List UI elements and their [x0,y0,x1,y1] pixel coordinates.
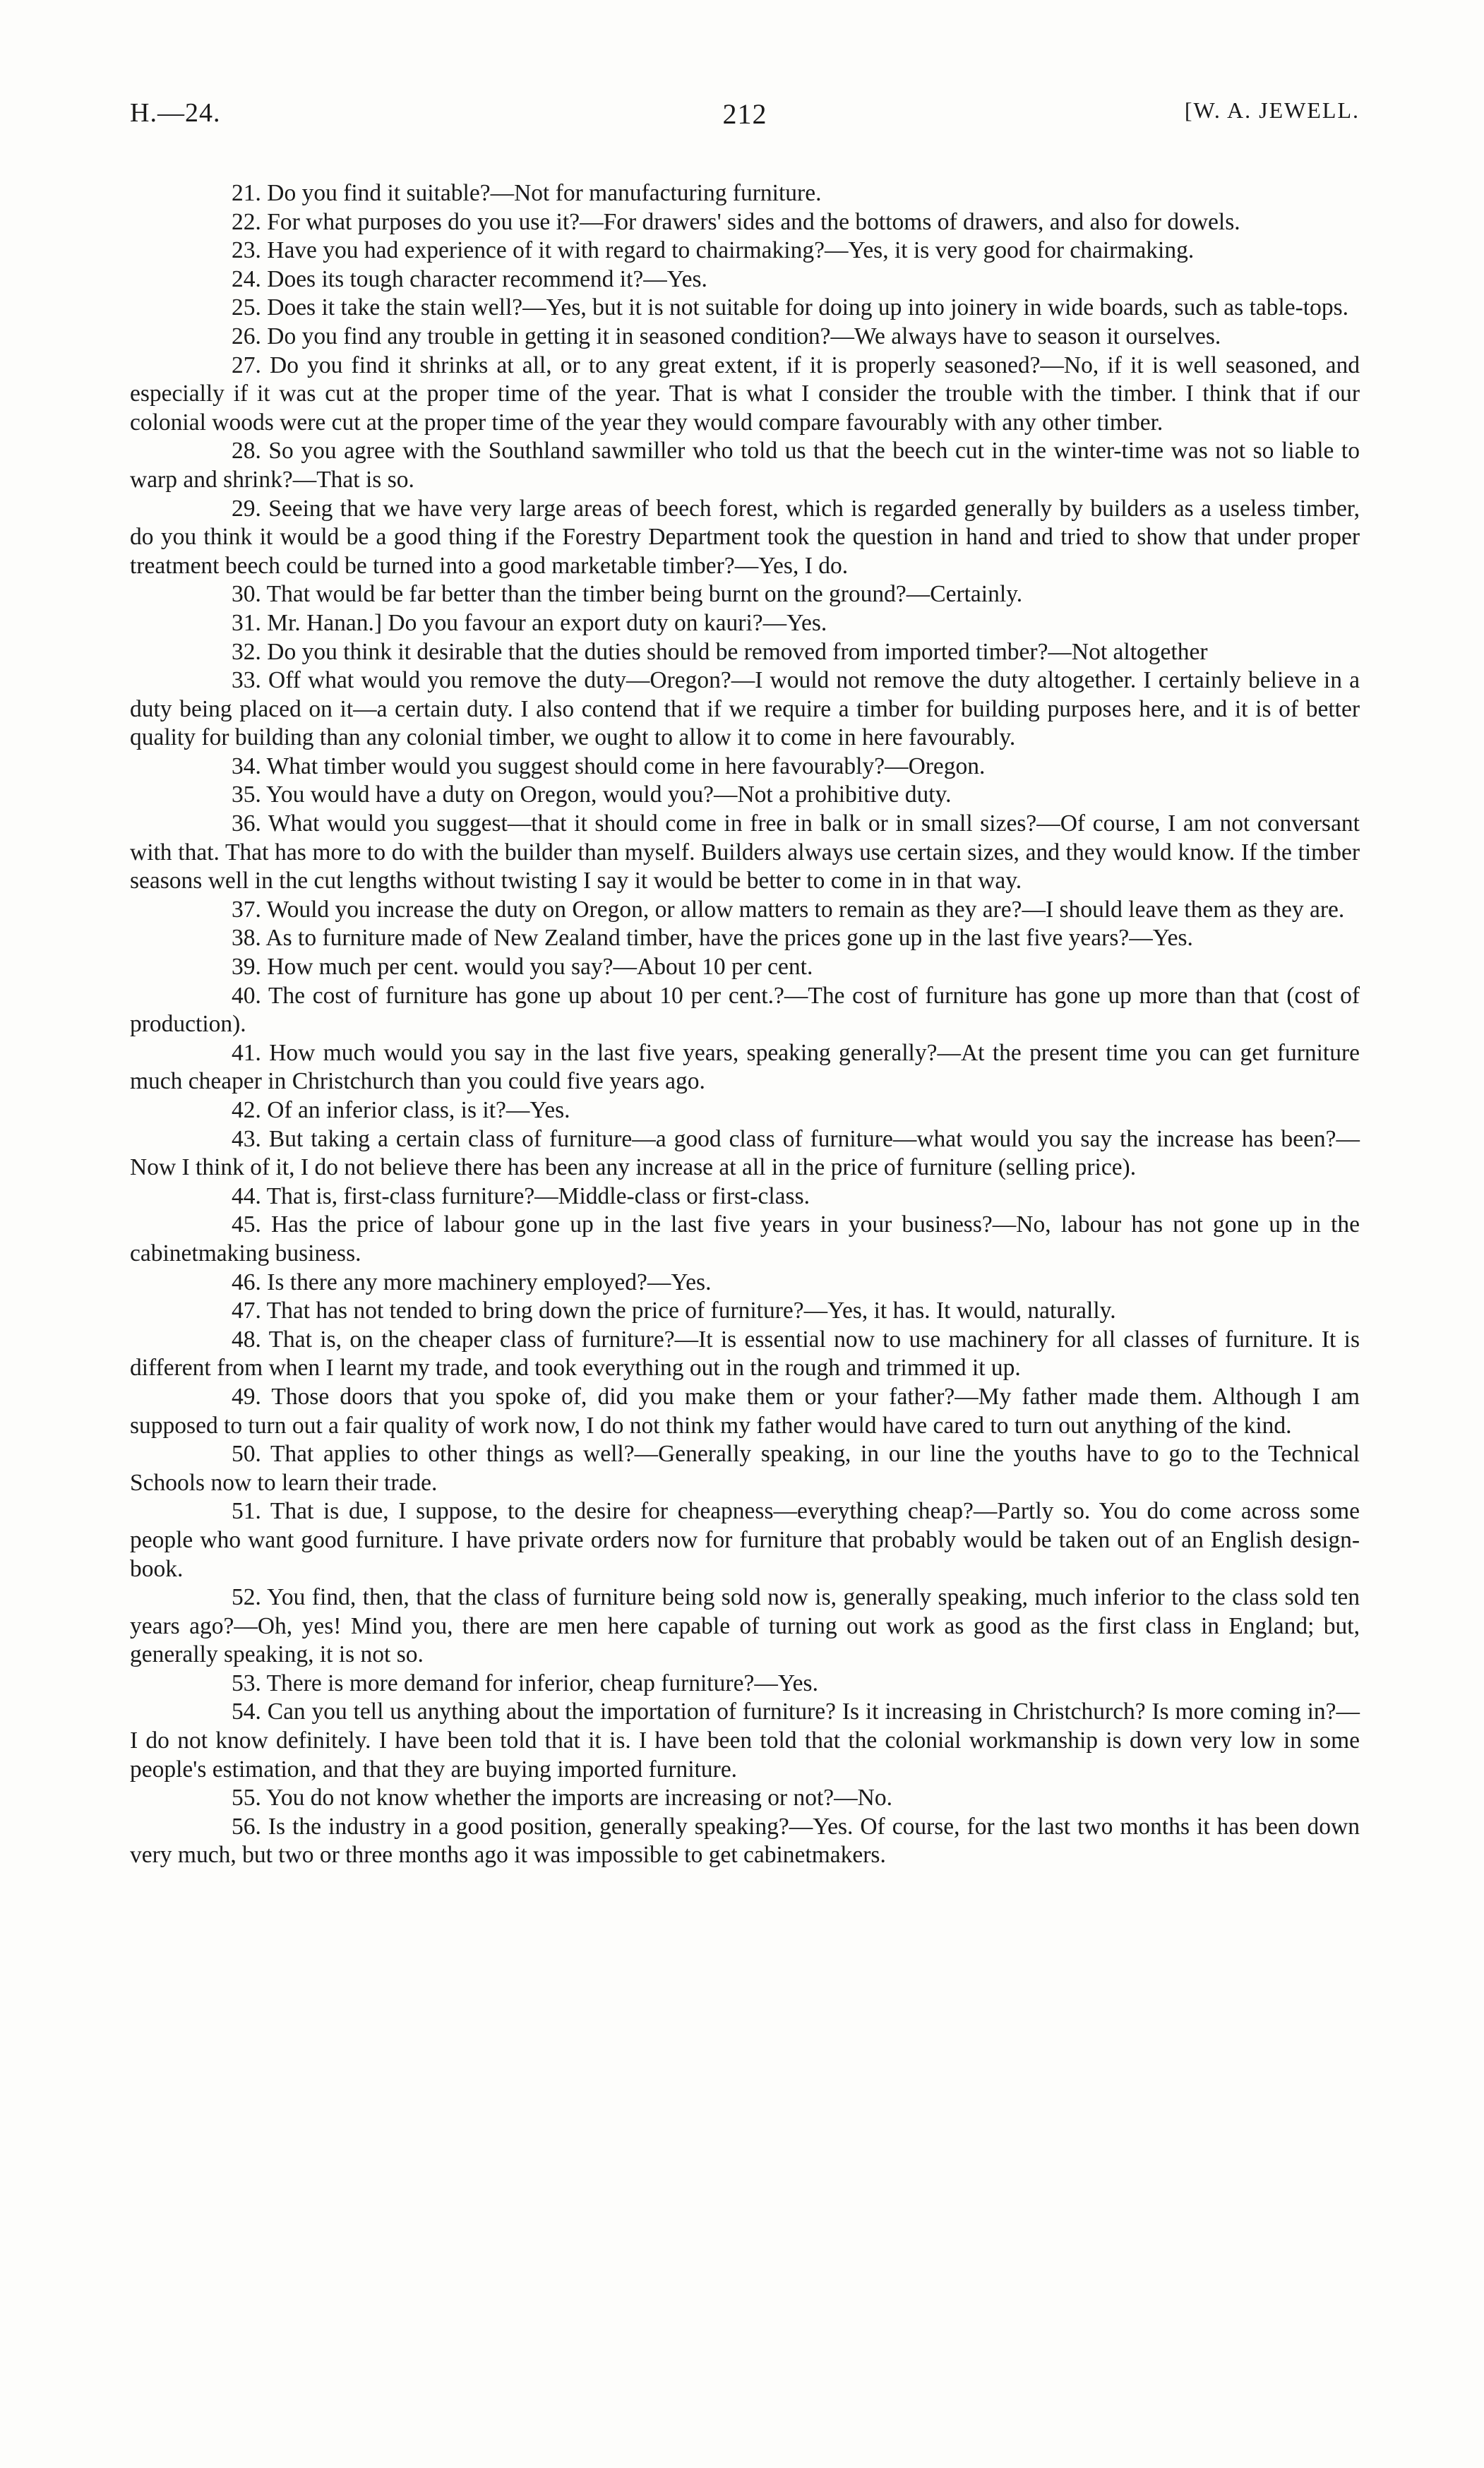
paragraph-35: 35. You would have a duty on Oregon, would you?—Not a prohibitive duty. [232,781,952,808]
paragraph-33: 33. Off what would you remove the duty—Oregon?—I would not remove the duty altogether. I certainly believe in a duty being placed on it—a certain duty. I also contend that if we require a timber for building purposes here, and it is of better quality for building than any colonial timber, we ought to allow it to come in here favourably. [130,667,1360,751]
paragraph-49: 49. Those doors that you spoke of, did you make them or your father?—My father made them. Although I am supposed to turn out a fair quality of work now, I do not think my father would have cared to turn out anything of the kind. [130,1383,1360,1439]
paragraph-48: 48. That is, on the cheaper class of furniture?—It is essential now to use machinery for all classes of furniture. It is different from when I learnt my trade, and took everything out in the rough and trimmed it up. [130,1326,1360,1382]
witness-name: [W. A. JEWELL. [1184,97,1360,123]
paragraph-56: 56. Is the industry in a good position, generally speaking?—Yes. Of course, for the last two months it has been down very much, but two or three months ago it was impossible to get cabinetmakers. [130,1813,1360,1869]
document-reference: H.—24. [130,98,221,128]
paragraph-40: 40. The cost of furniture has gone up about 10 per cent.?—The cost of furniture has gone up more than that (cost of production). [130,982,1360,1038]
paragraph-54: 54. Can you tell us anything about the importation of furniture? Is it increasing in Christchurch? Is more coming in?—I do not know definitely. I have been told that it is. I have been told that the colonial workmanship is down very low in some people's estimation, and that they are buying imported furniture. [130,1699,1360,1783]
paragraph-24: 24. Does its tough character recommend it?—Yes. [232,265,707,292]
paragraph-52: 52. You find, then, that the class of furniture being sold now is, generally speaking, much inferior to the class sold ten years ago?—Oh, yes! Mind you, there are men here capable of turning out work as good as the first class in England; but, generally speaking, it is not so. [130,1584,1360,1668]
paragraph-31: 31. Mr. Hanan.] Do you favour an export duty on kauri?—Yes. [232,609,827,636]
page-header [130,97,1360,140]
paragraph-38: 38. As to furniture made of New Zealand timber, have the prices gone up in the last five years?—Yes. [232,925,1193,952]
paragraph-55: 55. You do not know whether the imports are increasing or not?—No. [232,1785,892,1811]
paragraph-45: 45. Has the price of labour gone up in the last five years in your business?—No, labour has not gone up in the cabinetmaking business. [130,1211,1360,1266]
paragraph-50: 50. That applies to other things as well?—Generally speaking, in our line the youths have to go to the Technical Schools now to learn their trade. [130,1441,1360,1496]
paragraph-23: 23. Have you had experience of it with regard to chairmaking?—Yes, it is very good for chairmaking. [232,237,1195,264]
paragraph-41: 41. How much would you say in the last five years, speaking generally?—At the present time you can get furniture much cheaper in Christchurch than you could five years ago. [130,1039,1360,1095]
paragraph-26: 26. Do you find any trouble in getting it in seasoned condition?—We always have to season it ourselves. [232,323,1221,349]
paragraph-51: 51. That is due, I suppose, to the desire for cheapness—everything cheap?—Partly so. You do come across some people who want good furniture. I have private orders now for furniture that probably would be taken out of an English design-book. [130,1498,1360,1582]
paragraph-34: 34. What timber would you suggest should come in here favourably?—Oregon. [232,753,986,779]
paragraph-46: 46. Is there any more machinery employed?—Yes. [232,1269,712,1295]
paragraph-32: 32. Do you think it desirable that the duties should be removed from imported timber?—Not altogether [232,638,1208,665]
paragraph-25: 25. Does it take the stain well?—Yes, but it is not suitable for doing up into joinery in wide boards, such as table-tops. [232,294,1349,321]
body-text [130,179,1360,1870]
paragraph-53: 53. There is more demand for inferior, cheap furniture?—Yes. [232,1670,818,1696]
paragraph-36: 36. What would you suggest—that it should come in free in balk or in small sizes?—Of course, I am not conversant with that. That has more to do with the builder than myself. Builders always use certain sizes, and they would know. If the timber seasons well in the cut lengths without twisting I say it would be better to come in in that way. [130,810,1360,894]
paragraph-44: 44. That is, first-class furniture?—Middle-class or first-class. [232,1182,810,1209]
paragraph-27: 27. Do you find it shrinks at all, or to any great extent, if it is properly seasoned?—No, if it is well seasoned, and especially if it was cut at the proper time of the year. That is what I consider the trouble with the timber. I think that if our colonial woods were cut at the proper time of the year they would compare favourably with any other timber. [130,352,1360,436]
paragraph-43: 43. But taking a certain class of furniture—a good class of furniture—what would you say the increase has been?—Now I think of it, I do not believe there has been any increase at all in the price of furniture (selling price). [130,1125,1360,1181]
paragraph-29: 29. Seeing that we have very large areas of beech forest, which is regarded generally by builders as a useless timber, do you think it would be a good thing if the Forestry Department took the question in hand and tried to show that under proper treatment beech could be turned into a good marketable timber?—Yes, I do. [130,495,1360,579]
paragraph-37: 37. Would you increase the duty on Oregon, or allow matters to remain as they are?—I should leave them as they are. [232,896,1345,923]
paragraph-28: 28. So you agree with the Southland sawmiller who told us that the beech cut in the winter-time was not so liable to warp and shrink?—That is so. [130,438,1360,493]
paragraph-22: 22. For what purposes do you use it?—For drawers' sides and the bottoms of drawers, and also for dowels. [232,208,1240,235]
paragraph-30: 30. That would be far better than the timber being burnt on the ground?—Certainly. [232,581,1023,608]
paragraph-21: 21. Do you find it suitable?—Not for manufacturing furniture. [232,180,822,206]
paragraph-42: 42. Of an inferior class, is it?—Yes. [232,1097,570,1123]
paragraph-47: 47. That has not tended to bring down the price of furniture?—Yes, it has. It would, naturally. [232,1298,1116,1324]
page-number: 212 [722,98,767,130]
paragraph-39: 39. How much per cent. would you say?—About 10 per cent. [232,954,813,981]
